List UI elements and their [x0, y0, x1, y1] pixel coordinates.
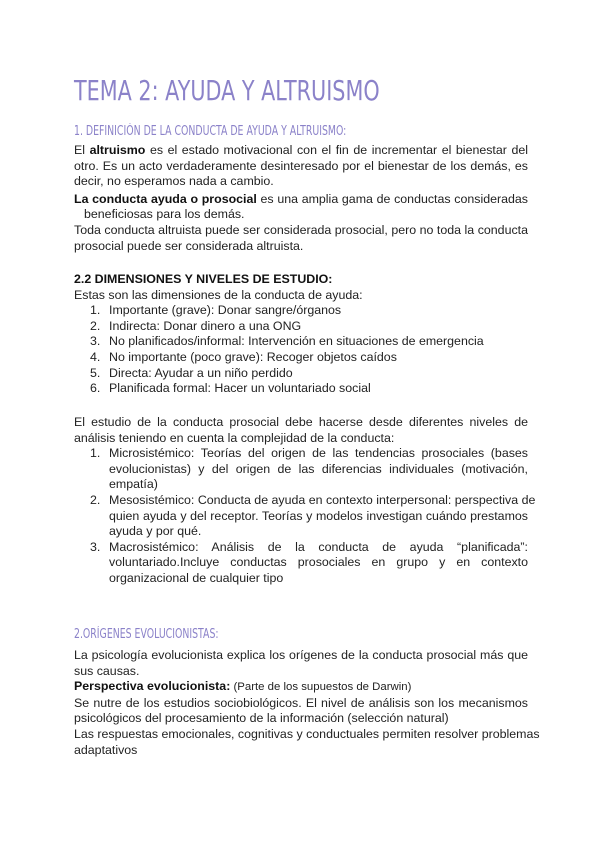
term-perspectiva-evolucionista: Perspectiva evolucionista:: [74, 679, 231, 694]
list-item: 3. Macrosistémico: Análisis de la conducta de ayuda “planificada”: voluntariado.Incluye conductas prosociales en grupo y en contexto organizacional de cualquier tipo: [90, 539, 528, 585]
paragraph-line: psicológicos del procesamiento de la información (selección natural): [74, 711, 449, 726]
section-heading-definicion: 1. DEFINICIÓN DE LA CONDUCTA DE AYUDA Y ALTRUISMO:: [74, 124, 347, 139]
list-item: 2. Mesosistémico: Conducta de ayuda en contexto interpersonal: perspectiva de quien ayuda y del receptor. Teorías y modelos investigan cuándo prestamos ayuda y por qué.: [90, 492, 536, 539]
paragraph-line: La psicología evolucionista explica los orígenes de la conducta prosocial más que: [74, 648, 528, 662]
term-conducta-prosocial: La conducta ayuda o prosocial: [74, 191, 257, 206]
list-item: 2. Indirecta: Donar dinero a una ONG: [90, 318, 302, 333]
list-item: 3. No planificados/informal: Intervención en situaciones de emergencia: [90, 334, 484, 349]
paragraph-line: otro. Es un acto verdaderamente desinteresado por el bienestar de los demás, es: [74, 158, 528, 173]
paragraph-line: Se nutre de los estudios sociobiológicos. El nivel de análisis son los mecanismos: [74, 695, 528, 710]
section-definicion-body: [74, 143, 528, 254]
paragraph-line: El estudio de la conducta prosocial debe hacerse desde diferentes niveles de: [74, 415, 528, 429]
paragraph-line: La conducta ayuda o prosocial es una amplia gama de conductas consideradas: [74, 191, 528, 206]
term-altruismo: altruismo: [89, 143, 146, 157]
section-heading-origenes: 2.ORÍGENES EVOLUCIONISTAS:: [74, 627, 219, 642]
paragraph-line: análisis teniendo en cuenta la complejidad de la conducta:: [74, 430, 395, 445]
page-title: TEMA 2: AYUDA Y ALTRUISMO: [74, 74, 380, 107]
levels-list: [74, 446, 536, 586]
list-item: 1. Importante (grave): Donar sangre/órganos: [90, 303, 342, 318]
list-item: 4. No importante (poco grave): Recoger objetos caídos: [90, 349, 397, 364]
paragraph-line: El altruismo es el estado motivacional con el fin de incrementar el bienestar del: [74, 143, 528, 157]
paragraph-line: Toda conducta altruista puede ser considerada prosocial, pero no toda la conducta: [74, 222, 528, 237]
paragraph-line: decir, no esperamos nada a cambio.: [74, 174, 274, 189]
list-item: 1. Microsistémico: Teorías del origen de las tendencias prosociales (bases evolucionistas) y del origen de las diferencias individuales (motivación, empatía): [90, 446, 528, 492]
dimensions-intro: Estas son las dimensiones de la conducta de ayuda:: [74, 287, 363, 302]
paragraph-line: adaptativos: [74, 742, 138, 757]
list-item: 6. Planificada formal: Hacer un voluntariado social: [90, 381, 371, 396]
list-item: 5. Directa: Ayudar a un niño perdido: [90, 365, 293, 380]
section-dimensiones: [74, 272, 528, 397]
paragraph-line: Perspectiva evolucionista: (Parte de los supuestos de Darwin): [74, 679, 412, 694]
paragraph-line: sus causas.: [74, 663, 140, 678]
paragraph-line: beneficiosas para los demás.: [84, 207, 245, 222]
paragraph-line: prosocial puede ser considerada altruista.: [74, 238, 304, 253]
section-origenes-body: [74, 648, 540, 758]
dimensions-list: [74, 303, 528, 397]
section-niveles: [74, 415, 536, 587]
section-heading-dimensiones: 2.2 DIMENSIONES Y NIVELES DE ESTUDIO:: [74, 272, 333, 286]
paragraph-line: Las respuestas emocionales, cognitivas y conductuales permiten resolver problemas: [74, 726, 540, 741]
